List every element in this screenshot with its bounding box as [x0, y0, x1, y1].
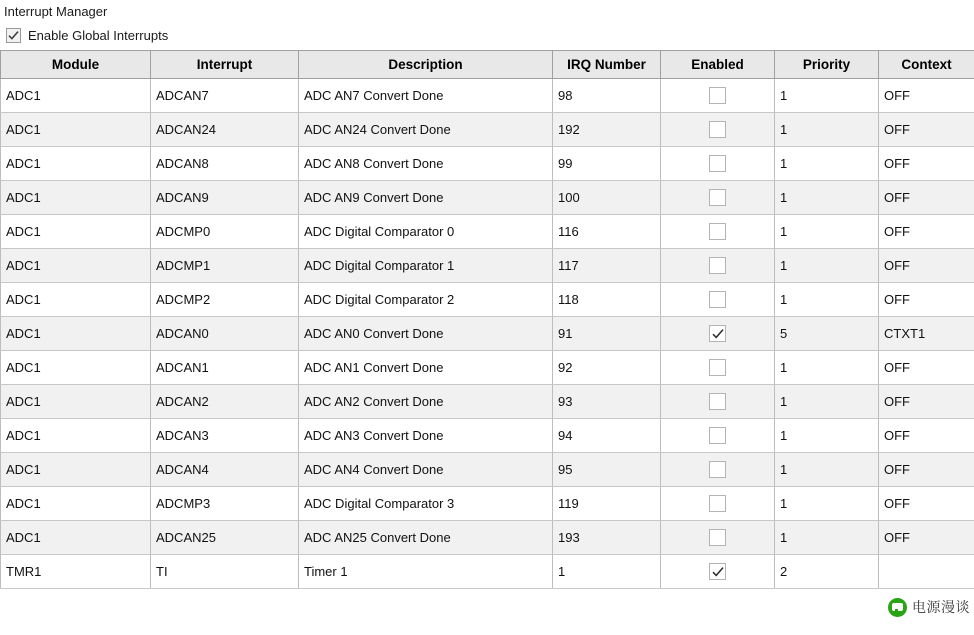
cell-description: ADC Digital Comparator 2 — [299, 283, 553, 317]
cell-priority: 1 — [775, 79, 879, 113]
cell-description: ADC Digital Comparator 1 — [299, 249, 553, 283]
cell-context: OFF — [879, 351, 974, 385]
cell-context: OFF — [879, 419, 974, 453]
enabled-checkbox[interactable] — [709, 359, 726, 376]
cell-enabled[interactable] — [661, 555, 775, 589]
column-header-priority[interactable]: Priority — [775, 51, 879, 79]
cell-irq-number: 119 — [553, 487, 661, 521]
table-row[interactable] — [1, 79, 974, 113]
checkmark-icon — [8, 30, 19, 41]
cell-enabled[interactable] — [661, 351, 775, 385]
cell-context: OFF — [879, 283, 974, 317]
enabled-checkbox[interactable] — [709, 325, 726, 342]
column-header-context[interactable]: Context — [879, 51, 974, 79]
cell-context: OFF — [879, 147, 974, 181]
cell-context: OFF — [879, 249, 974, 283]
cell-interrupt: ADCAN24 — [151, 113, 299, 147]
cell-enabled[interactable] — [661, 283, 775, 317]
cell-module: ADC1 — [1, 317, 151, 351]
cell-module: ADC1 — [1, 521, 151, 555]
cell-context: OFF — [879, 385, 974, 419]
enabled-checkbox[interactable] — [709, 427, 726, 444]
cell-context: OFF — [879, 487, 974, 521]
cell-priority: 1 — [775, 113, 879, 147]
cell-description: Timer 1 — [299, 555, 553, 589]
cell-module: ADC1 — [1, 419, 151, 453]
cell-context: OFF — [879, 453, 974, 487]
enabled-checkbox[interactable] — [709, 563, 726, 580]
cell-priority: 1 — [775, 385, 879, 419]
cell-irq-number: 193 — [553, 521, 661, 555]
cell-context: OFF — [879, 79, 974, 113]
cell-module: ADC1 — [1, 181, 151, 215]
table-row[interactable] — [1, 215, 974, 249]
table-body — [1, 79, 974, 589]
cell-interrupt: ADCAN3 — [151, 419, 299, 453]
table-row[interactable] — [1, 385, 974, 419]
column-header-interrupt[interactable]: Interrupt — [151, 51, 299, 79]
cell-description: ADC AN8 Convert Done — [299, 147, 553, 181]
cell-module: ADC1 — [1, 113, 151, 147]
column-header-enabled[interactable]: Enabled — [661, 51, 775, 79]
enabled-checkbox-wrapper[interactable] — [661, 351, 774, 384]
table-row[interactable] — [1, 249, 974, 283]
table-row[interactable] — [1, 317, 974, 351]
enabled-checkbox-wrapper[interactable] — [661, 113, 774, 146]
table-row[interactable] — [1, 181, 974, 215]
wechat-badge-icon — [888, 598, 907, 617]
enabled-checkbox-wrapper[interactable] — [661, 487, 774, 520]
cell-enabled[interactable] — [661, 249, 775, 283]
cell-description: ADC AN1 Convert Done — [299, 351, 553, 385]
table-header-row — [1, 51, 974, 79]
cell-context: CTXT1 — [879, 317, 974, 351]
cell-context: OFF — [879, 215, 974, 249]
column-header-module[interactable]: Module — [1, 51, 151, 79]
enabled-checkbox-wrapper[interactable] — [661, 317, 774, 350]
cell-description: ADC AN4 Convert Done — [299, 453, 553, 487]
cell-priority: 2 — [775, 555, 879, 589]
cell-priority: 1 — [775, 283, 879, 317]
cell-enabled[interactable] — [661, 147, 775, 181]
enabled-checkbox-wrapper[interactable] — [661, 385, 774, 418]
table-row[interactable] — [1, 487, 974, 521]
enabled-checkbox[interactable] — [709, 461, 726, 478]
cell-priority: 1 — [775, 487, 879, 521]
enabled-checkbox-wrapper[interactable] — [661, 249, 774, 282]
cell-enabled[interactable] — [661, 79, 775, 113]
cell-interrupt: ADCAN8 — [151, 147, 299, 181]
cell-irq-number: 116 — [553, 215, 661, 249]
enabled-checkbox-wrapper[interactable] — [661, 181, 774, 214]
cell-description: ADC AN7 Convert Done — [299, 79, 553, 113]
cell-context: OFF — [879, 521, 974, 555]
cell-enabled[interactable] — [661, 419, 775, 453]
table-row[interactable] — [1, 147, 974, 181]
enabled-checkbox-wrapper[interactable] — [661, 79, 774, 112]
cell-priority: 1 — [775, 453, 879, 487]
cell-priority: 1 — [775, 181, 879, 215]
cell-enabled[interactable] — [661, 385, 775, 419]
cell-description: ADC AN3 Convert Done — [299, 419, 553, 453]
cell-interrupt: ADCAN0 — [151, 317, 299, 351]
cell-description: ADC AN25 Convert Done — [299, 521, 553, 555]
enabled-checkbox[interactable] — [709, 393, 726, 410]
cell-priority: 5 — [775, 317, 879, 351]
cell-description: ADC Digital Comparator 3 — [299, 487, 553, 521]
table-row[interactable] — [1, 351, 974, 385]
cell-irq-number: 94 — [553, 419, 661, 453]
cell-module: ADC1 — [1, 215, 151, 249]
cell-description: ADC AN0 Convert Done — [299, 317, 553, 351]
cell-module: ADC1 — [1, 453, 151, 487]
enabled-checkbox-wrapper[interactable] — [661, 521, 774, 554]
cell-irq-number: 118 — [553, 283, 661, 317]
cell-irq-number: 117 — [553, 249, 661, 283]
enabled-checkbox-wrapper[interactable] — [661, 555, 774, 588]
cell-irq-number: 91 — [553, 317, 661, 351]
enabled-checkbox[interactable] — [709, 529, 726, 546]
table-row[interactable] — [1, 283, 974, 317]
cell-irq-number: 95 — [553, 453, 661, 487]
enabled-checkbox-wrapper[interactable] — [661, 453, 774, 486]
table-header — [1, 51, 974, 79]
cell-priority: 1 — [775, 147, 879, 181]
cell-irq-number: 99 — [553, 147, 661, 181]
cell-irq-number: 98 — [553, 79, 661, 113]
cell-priority: 1 — [775, 215, 879, 249]
cell-module: ADC1 — [1, 249, 151, 283]
enabled-checkbox-wrapper[interactable] — [661, 215, 774, 248]
cell-context — [879, 555, 974, 589]
cell-module: ADC1 — [1, 351, 151, 385]
watermark — [888, 597, 970, 617]
cell-description: ADC AN2 Convert Done — [299, 385, 553, 419]
cell-interrupt: ADCAN2 — [151, 385, 299, 419]
cell-interrupt: ADCMP0 — [151, 215, 299, 249]
cell-enabled[interactable] — [661, 215, 775, 249]
cell-irq-number: 192 — [553, 113, 661, 147]
table-row[interactable] — [1, 453, 974, 487]
cell-irq-number: 1 — [553, 555, 661, 589]
table-row[interactable] — [1, 113, 974, 147]
table-row[interactable] — [1, 555, 974, 589]
enable-global-interrupts-checkbox[interactable] — [6, 28, 21, 43]
enabled-checkbox[interactable] — [709, 189, 726, 206]
enabled-checkbox[interactable] — [709, 495, 726, 512]
cell-irq-number: 100 — [553, 181, 661, 215]
enabled-checkbox-wrapper[interactable] — [661, 147, 774, 180]
enable-global-interrupts-label: Enable Global Interrupts — [28, 28, 169, 43]
cell-priority: 1 — [775, 419, 879, 453]
page-title: Interrupt Manager — [4, 4, 108, 19]
cell-enabled[interactable] — [661, 113, 775, 147]
cell-enabled[interactable] — [661, 487, 775, 521]
cell-description: ADC AN24 Convert Done — [299, 113, 553, 147]
cell-enabled[interactable] — [661, 521, 775, 555]
cell-context: OFF — [879, 181, 974, 215]
cell-priority: 1 — [775, 249, 879, 283]
cell-interrupt: ADCAN25 — [151, 521, 299, 555]
enabled-checkbox[interactable] — [709, 155, 726, 172]
checkmark-icon — [712, 566, 724, 578]
cell-module: TMR1 — [1, 555, 151, 589]
cell-description: ADC Digital Comparator 0 — [299, 215, 553, 249]
cell-enabled[interactable] — [661, 453, 775, 487]
cell-irq-number: 92 — [553, 351, 661, 385]
enabled-checkbox[interactable] — [709, 291, 726, 308]
enabled-checkbox[interactable] — [709, 87, 726, 104]
enabled-checkbox[interactable] — [709, 257, 726, 274]
cell-module: ADC1 — [1, 487, 151, 521]
watermark-label: 电源漫谈 — [912, 600, 970, 616]
enabled-checkbox[interactable] — [709, 121, 726, 138]
enabled-checkbox-wrapper[interactable] — [661, 283, 774, 316]
cell-module: ADC1 — [1, 147, 151, 181]
column-header-irq-number[interactable]: IRQ Number — [553, 51, 661, 79]
enabled-checkbox-wrapper[interactable] — [661, 419, 774, 452]
table-row[interactable] — [1, 419, 974, 453]
cell-priority: 1 — [775, 351, 879, 385]
cell-interrupt: ADCAN9 — [151, 181, 299, 215]
cell-interrupt: ADCAN1 — [151, 351, 299, 385]
cell-enabled[interactable] — [661, 181, 775, 215]
table-row[interactable] — [1, 521, 974, 555]
checkmark-icon — [712, 328, 724, 340]
cell-module: ADC1 — [1, 79, 151, 113]
enable-global-interrupts-row[interactable] — [0, 20, 974, 50]
cell-module: ADC1 — [1, 283, 151, 317]
cell-interrupt: ADCAN4 — [151, 453, 299, 487]
interrupt-table — [0, 50, 974, 589]
cell-interrupt: ADCMP3 — [151, 487, 299, 521]
cell-irq-number: 93 — [553, 385, 661, 419]
cell-priority: 1 — [775, 521, 879, 555]
cell-interrupt: ADCAN7 — [151, 79, 299, 113]
cell-interrupt: TI — [151, 555, 299, 589]
column-header-description[interactable]: Description — [299, 51, 553, 79]
enabled-checkbox[interactable] — [709, 223, 726, 240]
cell-description: ADC AN9 Convert Done — [299, 181, 553, 215]
cell-module: ADC1 — [1, 385, 151, 419]
cell-interrupt: ADCMP2 — [151, 283, 299, 317]
cell-context: OFF — [879, 113, 974, 147]
cell-enabled[interactable] — [661, 317, 775, 351]
cell-interrupt: ADCMP1 — [151, 249, 299, 283]
